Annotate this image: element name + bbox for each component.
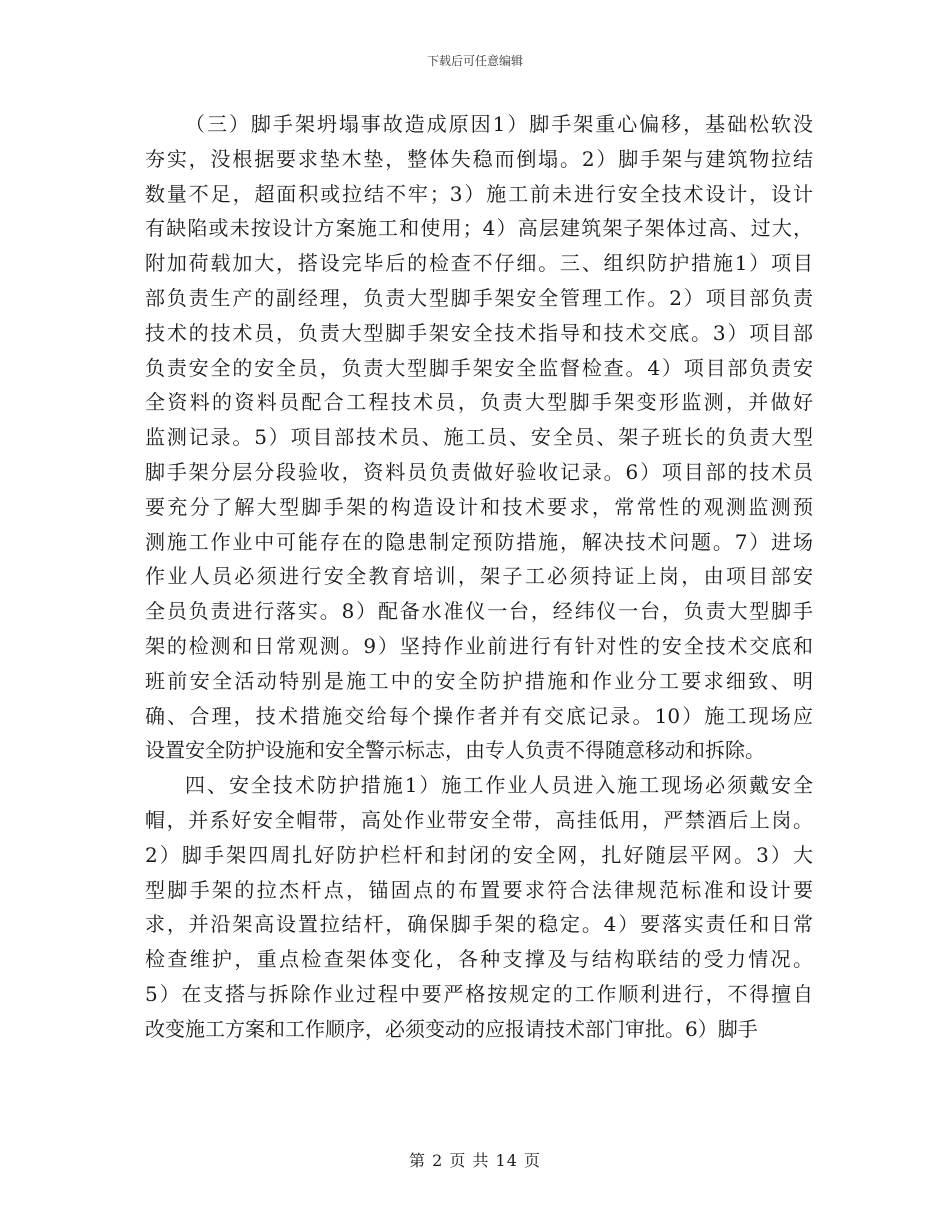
text-line: 改变施工方案和工作顺序，必须变动的应报请技术部门审批。6）脚手 xyxy=(145,1016,758,1041)
text-line: 技术的技术员，负责大型脚手架安全技术指导和技术交底。3）项目部 xyxy=(145,320,813,345)
text-line: 帽，并系好安全帽带，高处作业带安全带，高挂低用，严禁酒后上岗。 xyxy=(145,807,813,832)
text-line: 求，并沿架高设置拉结杆，确保脚手架的稳定。4）要落实责任和日常 xyxy=(145,912,813,937)
text-line: 数量不足，超面积或拉结不牢；3）施工前未进行安全技术设计，设计 xyxy=(145,181,813,206)
document-body xyxy=(145,107,813,1047)
page-number-footer: 第 2 页 共 14 页 xyxy=(409,1151,541,1170)
text-line: 四、安全技术防护措施1）施工作业人员进入施工现场必须戴安全 xyxy=(185,773,813,798)
text-line: 负责安全的安全员，负责大型脚手架安全监督检查。4）项目部负责安 xyxy=(145,355,813,380)
paragraph-safety-technical-measures xyxy=(145,768,813,1046)
text-line: 全资料的资料员配合工程技术员，负责大型脚手架变形监测，并做好 xyxy=(145,390,813,415)
text-line: 部负责生产的副经理，负责大型脚手架安全管理工作。2）项目部负责 xyxy=(145,285,813,310)
text-line: （三）脚手架坍塌事故造成原因1）脚手架重心偏移，基础松软没 xyxy=(185,112,813,136)
text-line: 型脚手架的拉杰杆点，锚固点的布置要求符合法律规范标准和设计要 xyxy=(145,877,813,902)
paragraph-scaffold-collapse-and-organization xyxy=(145,107,813,768)
text-line: 架的检测和日常观测。9）坚持作业前进行有针对性的安全技术交底和 xyxy=(145,633,813,658)
text-line: 测施工作业中可能存在的隐患制定预防措施，解决技术问题。7）进场 xyxy=(145,529,813,554)
text-line: 夯实，没根据要求垫木垫，整体失稳而倒塌。2）脚手架与建筑物拉结 xyxy=(145,146,813,171)
text-line: 2）脚手架四周扎好防护栏杆和封闭的安全网，扎好随层平网。3）大 xyxy=(145,842,813,867)
text-line: 设置安全防护设施和安全警示标志，由专人负责不得随意移动和拆除。 xyxy=(145,738,765,763)
text-line: 班前安全活动特别是施工中的安全防护措施和作业分工要求细致、明 xyxy=(145,668,813,693)
text-line: 检查维护，重点检查架体变化，各种支撑及与结构联结的受力情况。 xyxy=(145,947,813,972)
text-line: 有缺陷或未按设计方案施工和使用；4）高层建筑架子架体过高、过大， xyxy=(145,216,813,241)
text-line: 确、合理，技术措施交给每个操作者并有交底记录。10）施工现场应 xyxy=(145,703,813,728)
text-line: 脚手架分层分段验收，资料员负责做好验收记录。6）项目部的技术员 xyxy=(145,459,813,484)
page-header: 下载后可任意编辑 xyxy=(426,54,523,68)
text-line: 要充分了解大型脚手架的构造设计和技术要求，常常性的观测监测预 xyxy=(145,494,813,519)
text-line: 附加荷载加大，搭设完毕后的检查不仔细。三、组织防护措施1）项目 xyxy=(145,251,813,276)
text-line: 5）在支搭与拆除作业过程中要严格按规定的工作顺利进行，不得擅自 xyxy=(145,981,813,1006)
text-line: 全员负责进行落实。8）配备水准仪一台，经纬仪一台，负责大型脚手 xyxy=(145,599,813,624)
text-line: 监测记录。5）项目部技术员、施工员、安全员、架子班长的负责大型 xyxy=(145,425,813,450)
text-line: 作业人员必须进行安全教育培训，架子工必须持证上岗，由项目部安 xyxy=(145,564,813,589)
